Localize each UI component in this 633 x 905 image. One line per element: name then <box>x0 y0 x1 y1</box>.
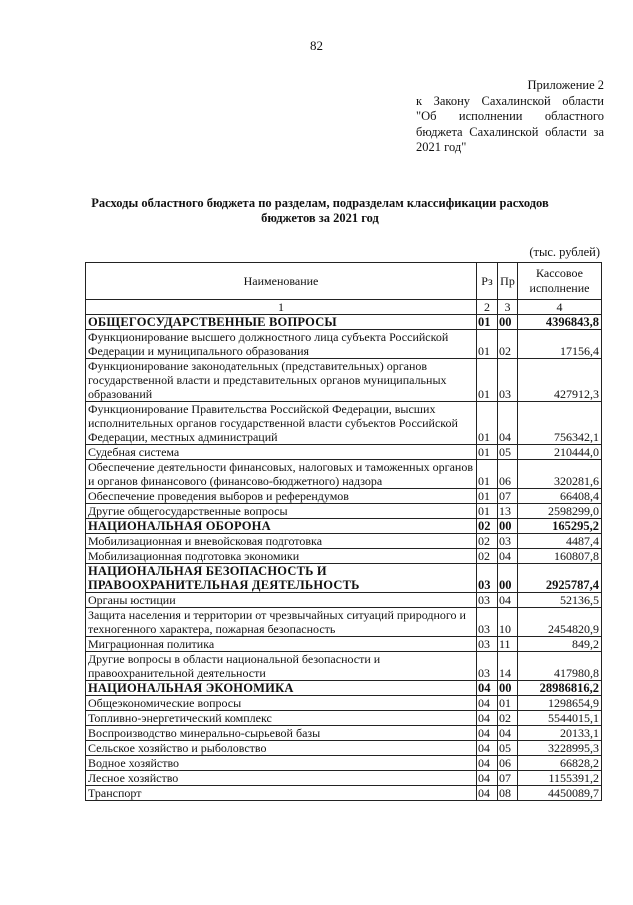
row-pr: 00 <box>498 315 518 330</box>
row-amount: 165295,2 <box>518 519 602 534</box>
row-name: Судебная система <box>86 445 477 460</box>
row-amount: 20133,1 <box>518 726 602 741</box>
table-row <box>86 771 602 786</box>
row-amount: 2925787,4 <box>518 564 602 593</box>
row-rz: 02 <box>477 549 498 564</box>
header-sum-line: исполнение <box>529 281 590 295</box>
row-pr: 06 <box>498 756 518 771</box>
row-rz: 04 <box>477 756 498 771</box>
table-row-section <box>86 519 602 534</box>
row-rz: 01 <box>477 402 498 445</box>
row-pr: 00 <box>498 564 518 593</box>
row-name: Органы юстиции <box>86 593 477 608</box>
row-rz: 01 <box>477 359 498 402</box>
row-rz: 01 <box>477 489 498 504</box>
document-title-line: Расходы областного бюджета по разделам, подразделам классификации расходов <box>91 196 549 210</box>
table-row <box>86 637 602 652</box>
row-amount: 4487,4 <box>518 534 602 549</box>
row-rz: 04 <box>477 681 498 696</box>
appendix-line: "Об исполнении областного <box>416 109 604 123</box>
row-amount: 1298654,9 <box>518 696 602 711</box>
table-row <box>86 696 602 711</box>
table-row <box>86 330 602 359</box>
column-number: 2 <box>477 300 498 315</box>
row-rz: 01 <box>477 504 498 519</box>
row-rz: 01 <box>477 460 498 489</box>
row-name: Миграционная политика <box>86 637 477 652</box>
table-row-section <box>86 681 602 696</box>
table-row <box>86 652 602 681</box>
row-name: Топливно-энергетический комплекс <box>86 711 477 726</box>
row-pr: 03 <box>498 359 518 402</box>
row-name: Обеспечение проведения выборов и референдумов <box>86 489 477 504</box>
table-header-row <box>86 263 602 300</box>
row-rz: 01 <box>477 445 498 460</box>
row-pr: 07 <box>498 771 518 786</box>
page-number: 82 <box>310 38 323 53</box>
row-name: Функционирование законодательных (представительных) органов государственной власти и представительных органов муниципальных образований <box>86 359 477 402</box>
row-name: Сельское хозяйство и рыболовство <box>86 741 477 756</box>
row-rz: 03 <box>477 564 498 593</box>
row-rz: 03 <box>477 593 498 608</box>
row-rz: 01 <box>477 330 498 359</box>
table-row-section <box>86 564 602 593</box>
header-sum <box>518 263 602 300</box>
table-row <box>86 741 602 756</box>
row-name: Функционирование высшего должностного лица субъекта Российской Федерации и муниципального образования <box>86 330 477 359</box>
row-rz: 03 <box>477 637 498 652</box>
row-rz: 04 <box>477 786 498 801</box>
appendix-line: бюджета Сахалинской области за <box>416 124 604 139</box>
table-row <box>86 726 602 741</box>
row-name: Мобилизационная подготовка экономики <box>86 549 477 564</box>
header-rz: Рз <box>477 263 498 300</box>
row-amount: 28986816,2 <box>518 681 602 696</box>
row-pr: 00 <box>498 681 518 696</box>
row-name: Общеэкономические вопросы <box>86 696 477 711</box>
row-rz: 04 <box>477 711 498 726</box>
table-row <box>86 534 602 549</box>
table-row <box>86 593 602 608</box>
row-pr: 04 <box>498 593 518 608</box>
header-pr: Пр <box>498 263 518 300</box>
row-rz: 03 <box>477 652 498 681</box>
row-amount: 849,2 <box>518 637 602 652</box>
row-pr: 13 <box>498 504 518 519</box>
row-name: Функционирование Правительства Российской Федерации, высших исполнительных органов государственной власти субъектов Российской Федерации, местных администраций <box>86 402 477 445</box>
row-name: Защита населения и территории от чрезвычайных ситуаций природного и техногенного характера, пожарная безопасность <box>86 608 477 637</box>
row-rz: 04 <box>477 741 498 756</box>
row-amount: 756342,1 <box>518 402 602 445</box>
row-amount: 2598299,0 <box>518 504 602 519</box>
row-amount: 4450089,7 <box>518 786 602 801</box>
row-rz: 04 <box>477 696 498 711</box>
table-row-section <box>86 315 602 330</box>
row-pr: 00 <box>498 519 518 534</box>
row-pr: 05 <box>498 741 518 756</box>
table-row <box>86 489 602 504</box>
document-title <box>60 196 580 226</box>
row-pr: 08 <box>498 786 518 801</box>
row-name: Водное хозяйство <box>86 756 477 771</box>
row-name: НАЦИОНАЛЬНАЯ БЕЗОПАСНОСТЬ И ПРАВООХРАНИТЕЛЬНАЯ ДЕЯТЕЛЬНОСТЬ <box>86 564 477 593</box>
row-pr: 04 <box>498 402 518 445</box>
row-amount: 427912,3 <box>518 359 602 402</box>
row-name: НАЦИОНАЛЬНАЯ ОБОРОНА <box>86 519 477 534</box>
row-name: Мобилизационная и вневойсковая подготовка <box>86 534 477 549</box>
row-rz: 01 <box>477 315 498 330</box>
row-name: НАЦИОНАЛЬНАЯ ЭКОНОМИКА <box>86 681 477 696</box>
row-pr: 14 <box>498 652 518 681</box>
row-pr: 04 <box>498 549 518 564</box>
row-amount: 66828,2 <box>518 756 602 771</box>
row-amount: 320281,6 <box>518 460 602 489</box>
row-pr: 02 <box>498 711 518 726</box>
row-amount: 2454820,9 <box>518 608 602 637</box>
row-amount: 417980,8 <box>518 652 602 681</box>
row-rz: 04 <box>477 771 498 786</box>
row-name: Воспроизводство минерально-сырьевой базы <box>86 726 477 741</box>
column-number: 1 <box>86 300 477 315</box>
table-row <box>86 402 602 445</box>
table-row <box>86 786 602 801</box>
row-rz: 04 <box>477 726 498 741</box>
row-pr: 05 <box>498 445 518 460</box>
row-pr: 11 <box>498 637 518 652</box>
row-name: Другие вопросы в области национальной безопасности и правоохранительной деятельности <box>86 652 477 681</box>
column-number-row <box>86 300 602 315</box>
row-name: Транспорт <box>86 786 477 801</box>
row-pr: 03 <box>498 534 518 549</box>
table-row <box>86 756 602 771</box>
document-title-line: бюджетов за 2021 год <box>261 211 379 225</box>
row-amount: 1155391,2 <box>518 771 602 786</box>
row-rz: 02 <box>477 519 498 534</box>
row-amount: 66408,4 <box>518 489 602 504</box>
row-pr: 04 <box>498 726 518 741</box>
row-pr: 06 <box>498 460 518 489</box>
header-sum-line: Кассовое <box>536 266 583 280</box>
row-amount: 3228995,3 <box>518 741 602 756</box>
row-amount: 210444,0 <box>518 445 602 460</box>
table-row <box>86 549 602 564</box>
row-pr: 10 <box>498 608 518 637</box>
table-row <box>86 445 602 460</box>
row-amount: 4396843,8 <box>518 315 602 330</box>
column-number: 4 <box>518 300 602 315</box>
row-pr: 07 <box>498 489 518 504</box>
row-amount: 160807,8 <box>518 549 602 564</box>
row-pr: 02 <box>498 330 518 359</box>
header-name: Наименование <box>86 263 477 300</box>
units-label: (тыс. рублей) <box>529 245 600 259</box>
row-amount: 52136,5 <box>518 593 602 608</box>
appendix-line: Приложение 2 <box>527 78 604 92</box>
row-amount: 5544015,1 <box>518 711 602 726</box>
table-row <box>86 608 602 637</box>
table-row <box>86 359 602 402</box>
row-name: Другие общегосударственные вопросы <box>86 504 477 519</box>
appendix-line: к Закону Сахалинской области <box>416 93 604 108</box>
table-row <box>86 504 602 519</box>
row-name: ОБЩЕГОСУДАРСТВЕННЫЕ ВОПРОСЫ <box>86 315 477 330</box>
table-row <box>86 460 602 489</box>
appendix-note <box>416 78 604 156</box>
row-name: Обеспечение деятельности финансовых, налоговых и таможенных органов и органов финансового (финансово-бюджетного) надзора <box>86 460 477 489</box>
row-name: Лесное хозяйство <box>86 771 477 786</box>
table-row <box>86 711 602 726</box>
column-number: 3 <box>498 300 518 315</box>
budget-table <box>85 262 602 801</box>
appendix-line: 2021 год" <box>416 140 467 154</box>
row-rz: 03 <box>477 608 498 637</box>
row-amount: 17156,4 <box>518 330 602 359</box>
row-pr: 01 <box>498 696 518 711</box>
row-rz: 02 <box>477 534 498 549</box>
